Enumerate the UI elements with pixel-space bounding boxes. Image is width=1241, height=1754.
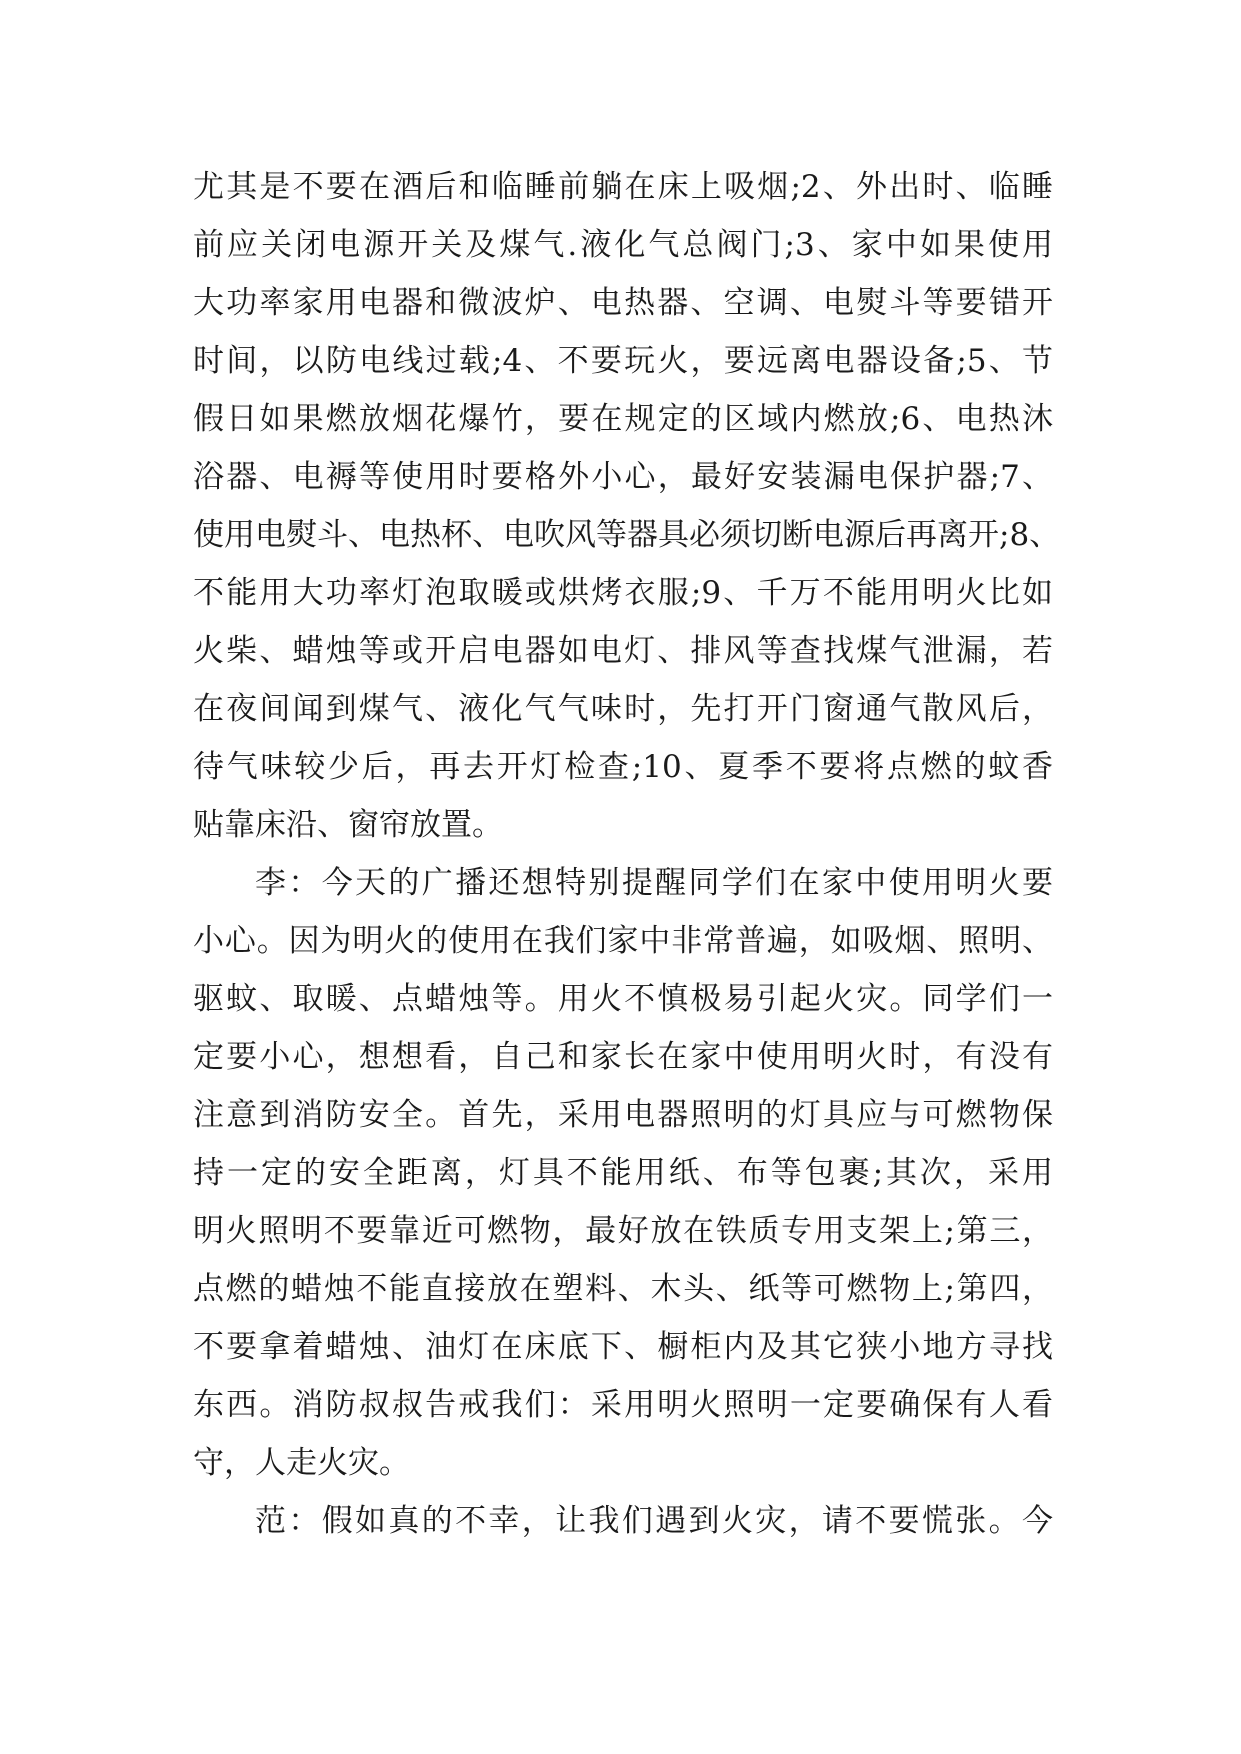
- text-line: 驱蚊、取暖、点蜡烛等。用火不慎极易引起火灾。同学们一: [193, 981, 1053, 1017]
- text-line: 不要拿着蜡烛、油灯在床底下、橱柜内及其它狭小地方寻找: [193, 1329, 1053, 1365]
- text-line: 火柴、蜡烛等或开启电器如电灯、排风等查找煤气泄漏，若: [193, 633, 1053, 669]
- text-line: 不能用大功率灯泡取暖或烘烤衣服;9、千万不能用明火比如: [193, 575, 1053, 611]
- text-line: 定要小心，想想看，自己和家长在家中使用明火时，有没有: [193, 1039, 1053, 1075]
- text-line: 前应关闭电源开关及煤气.液化气总阀门;3、家中如果使用: [193, 227, 1053, 263]
- text-line: 点燃的蜡烛不能直接放在塑料、木头、纸等可燃物上;第四，: [193, 1271, 1053, 1307]
- text-line: 注意到消防安全。首先，采用电器照明的灯具应与可燃物保: [193, 1097, 1053, 1133]
- text-line: 待气味较少后，再去开灯检查;10、夏季不要将点燃的蚊香: [193, 749, 1053, 785]
- text-line: 贴靠床沿、窗帘放置。: [193, 807, 503, 843]
- text-line: 使用电熨斗、电热杯、电吹风等器具必须切断电源后再离开;8、: [193, 517, 1061, 553]
- text-line: 小心。因为明火的使用在我们家中非常普遍，如吸烟、照明、: [193, 923, 1053, 959]
- text-line: 时间，以防电线过载;4、不要玩火，要远离电器设备;5、节: [193, 343, 1053, 379]
- text-line: 东西。消防叔叔告戒我们：采用明火照明一定要确保有人看: [193, 1387, 1053, 1423]
- paragraph-start-line: 范：假如真的不幸，让我们遇到火灾，请不要慌张。今: [255, 1503, 1053, 1539]
- text-line: 尤其是不要在酒后和临睡前躺在床上吸烟;2、外出时、临睡: [193, 169, 1053, 205]
- text-line: 假日如果燃放烟花爆竹，要在规定的区域内燃放;6、电热沐: [193, 401, 1053, 437]
- document-body: [193, 158, 1061, 1550]
- paragraph-start-line: 李：今天的广播还想特别提醒同学们在家中使用明火要: [255, 865, 1053, 901]
- text-line: 在夜间闻到煤气、液化气气味时，先打开门窗通气散风后，: [193, 691, 1053, 727]
- text-line: 守，人走火灾。: [193, 1445, 410, 1481]
- text-line: 明火照明不要靠近可燃物，最好放在铁质专用支架上;第三，: [193, 1213, 1053, 1249]
- text-line: 浴器、电褥等使用时要格外小心，最好安装漏电保护器;7、: [193, 459, 1053, 495]
- text-line: 大功率家用电器和微波炉、电热器、空调、电熨斗等要错开: [193, 285, 1053, 321]
- text-line: 持一定的安全距离，灯具不能用纸、布等包裹;其次，采用: [193, 1155, 1053, 1191]
